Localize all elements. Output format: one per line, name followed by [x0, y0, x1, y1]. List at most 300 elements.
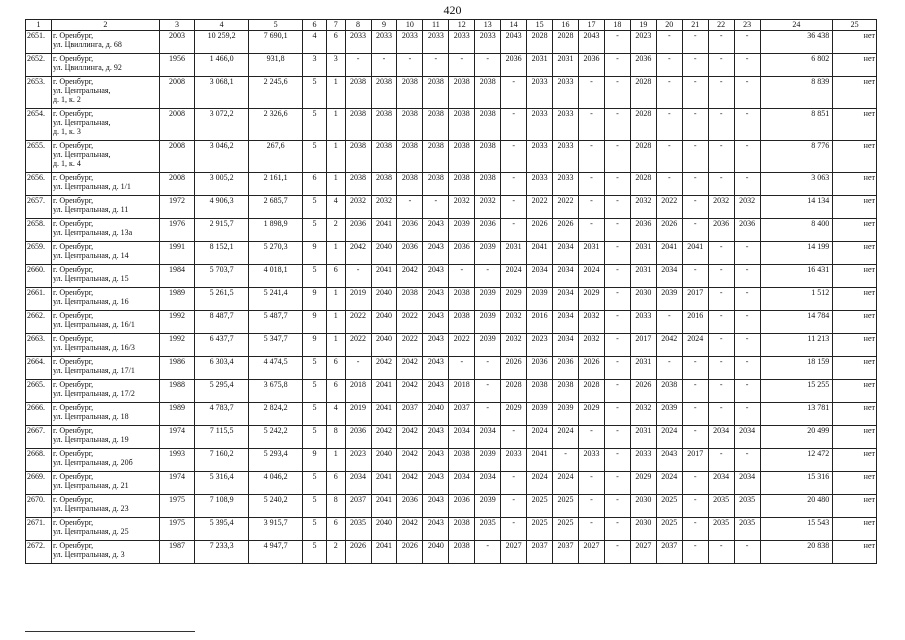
cell-col-5: 2 685,7: [249, 196, 303, 219]
cell-col-23: -: [734, 334, 760, 357]
cell-col-16: 2024: [553, 426, 579, 449]
cell-col-3: 2008: [159, 109, 194, 141]
cell-col-11: 2043: [423, 495, 449, 518]
cell-col-16: 2025: [553, 495, 579, 518]
cell-col-7: 6: [326, 265, 345, 288]
cell-col-15: 2037: [527, 541, 553, 564]
cell-col-24: 18 159: [760, 357, 833, 380]
cell-col-13: 2035: [475, 518, 501, 541]
cell-col-15: 2041: [527, 242, 553, 265]
cell-col-17: -: [579, 495, 605, 518]
row-number: 2665.: [26, 380, 52, 403]
cell-col-13: 2036: [475, 219, 501, 242]
cell-col-23: -: [734, 311, 760, 334]
cell-col-6: 5: [303, 380, 327, 403]
cell-col-20: 2037: [656, 541, 682, 564]
cell-col-21: 2024: [682, 334, 708, 357]
cell-col-17: 2029: [579, 403, 605, 426]
cell-col-6: 5: [303, 265, 327, 288]
cell-col-3: 1988: [159, 380, 194, 403]
cell-col-11: 2038: [423, 77, 449, 109]
cell-col-11: 2043: [423, 449, 449, 472]
cell-col-16: 2034: [553, 242, 579, 265]
cell-col-22: -: [708, 288, 734, 311]
cell-col-22: 2036: [708, 219, 734, 242]
cell-col-18: -: [604, 141, 630, 173]
cell-col-8: 2038: [345, 109, 371, 141]
cell-col-22: -: [708, 334, 734, 357]
cell-col-4: 6 303,4: [195, 357, 249, 380]
cell-col-23: -: [734, 54, 760, 77]
cell-col-8: 2035: [345, 518, 371, 541]
cell-col-5: 1 898,9: [249, 219, 303, 242]
table-row: [26, 54, 877, 77]
row-number: 2655.: [26, 141, 52, 173]
cell-col-3: 1989: [159, 403, 194, 426]
column-number: 3: [159, 20, 194, 31]
address-cell: [51, 449, 159, 472]
cell-col-8: 2034: [345, 472, 371, 495]
address-cell: [51, 31, 159, 54]
cell-col-15: 2033: [527, 173, 553, 196]
cell-col-14: 2031: [501, 242, 527, 265]
cell-col-21: -: [682, 31, 708, 54]
cell-col-14: 2029: [501, 288, 527, 311]
address-line: г. Оренбург,: [52, 109, 94, 118]
cell-col-24: 14 784: [760, 311, 833, 334]
address-line: г. Оренбург,: [52, 173, 94, 182]
cell-col-15: 2023: [527, 334, 553, 357]
address-line: г. Оренбург,: [52, 242, 94, 251]
cell-col-12: 2034: [449, 426, 475, 449]
cell-col-3: 1992: [159, 311, 194, 334]
cell-col-19: 2029: [630, 472, 656, 495]
address-line: ул. Цвиллинга, д. 68: [52, 40, 122, 49]
cell-col-8: 2033: [345, 31, 371, 54]
cell-col-14: -: [501, 109, 527, 141]
cell-col-13: 2039: [475, 288, 501, 311]
cell-col-9: 2040: [371, 334, 397, 357]
row-number: 2672.: [26, 541, 52, 564]
cell-col-16: 2034: [553, 265, 579, 288]
cell-col-4: 5 261,5: [195, 288, 249, 311]
cell-col-10: -: [397, 54, 423, 77]
cell-col-9: -: [371, 54, 397, 77]
cell-col-11: 2043: [423, 242, 449, 265]
cell-col-14: 2032: [501, 334, 527, 357]
cell-col-20: 2022: [656, 196, 682, 219]
cell-col-7: 1: [326, 288, 345, 311]
cell-col-13: 2033: [475, 31, 501, 54]
address-line: г. Оренбург,: [52, 265, 94, 274]
cell-col-17: 2026: [579, 357, 605, 380]
cell-col-4: 5 395,4: [195, 518, 249, 541]
cell-col-20: 2038: [656, 380, 682, 403]
cell-col-25: нет: [833, 472, 877, 495]
column-number: 20: [656, 20, 682, 31]
cell-col-19: 2036: [630, 219, 656, 242]
cell-col-5: 5 241,4: [249, 288, 303, 311]
cell-col-23: 2035: [734, 518, 760, 541]
cell-col-18: -: [604, 380, 630, 403]
cell-col-12: -: [449, 54, 475, 77]
cell-col-24: 15 316: [760, 472, 833, 495]
cell-col-12: 2036: [449, 242, 475, 265]
cell-col-16: 2022: [553, 196, 579, 219]
address-line: ул. Центральная, д. 18: [52, 412, 129, 421]
cell-col-21: -: [682, 357, 708, 380]
cell-col-21: -: [682, 141, 708, 173]
cell-col-22: -: [708, 242, 734, 265]
cell-col-25: нет: [833, 31, 877, 54]
cell-col-4: 8 487,7: [195, 311, 249, 334]
cell-col-3: 2008: [159, 141, 194, 173]
table-row: [26, 380, 877, 403]
column-number: 1: [26, 20, 52, 31]
cell-col-11: -: [423, 54, 449, 77]
cell-col-5: 4 474,5: [249, 357, 303, 380]
cell-col-7: 1: [326, 109, 345, 141]
row-number: 2661.: [26, 288, 52, 311]
cell-col-25: нет: [833, 541, 877, 564]
row-number: 2666.: [26, 403, 52, 426]
cell-col-5: 4 046,2: [249, 472, 303, 495]
address-line: г. Оренбург,: [52, 472, 94, 481]
column-number: 4: [195, 20, 249, 31]
cell-col-21: -: [682, 426, 708, 449]
cell-col-4: 7 160,2: [195, 449, 249, 472]
cell-col-21: 2017: [682, 449, 708, 472]
cell-col-11: -: [423, 196, 449, 219]
cell-col-15: 2031: [527, 54, 553, 77]
cell-col-23: -: [734, 77, 760, 109]
cell-col-25: нет: [833, 334, 877, 357]
address-line: г. Оренбург,: [52, 449, 94, 458]
cell-col-8: 2018: [345, 380, 371, 403]
cell-col-15: 2034: [527, 265, 553, 288]
cell-col-13: 2038: [475, 173, 501, 196]
row-number: 2667.: [26, 426, 52, 449]
cell-col-14: -: [501, 77, 527, 109]
cell-col-7: 6: [326, 380, 345, 403]
table-row: [26, 495, 877, 518]
cell-col-11: 2043: [423, 288, 449, 311]
cell-col-14: 2043: [501, 31, 527, 54]
cell-col-21: -: [682, 219, 708, 242]
cell-col-24: 36 438: [760, 31, 833, 54]
cell-col-9: 2042: [371, 426, 397, 449]
cell-col-5: 5 347,7: [249, 334, 303, 357]
cell-col-25: нет: [833, 196, 877, 219]
cell-col-24: 15 543: [760, 518, 833, 541]
cell-col-20: -: [656, 357, 682, 380]
cell-col-24: 8 400: [760, 219, 833, 242]
cell-col-15: 2039: [527, 403, 553, 426]
cell-col-7: 1: [326, 242, 345, 265]
cell-col-23: -: [734, 403, 760, 426]
cell-col-3: 2003: [159, 31, 194, 54]
column-number: 14: [501, 20, 527, 31]
cell-col-8: -: [345, 54, 371, 77]
row-number: 2662.: [26, 311, 52, 334]
cell-col-12: 2038: [449, 541, 475, 564]
row-number: 2670.: [26, 495, 52, 518]
cell-col-7: 2: [326, 541, 345, 564]
cell-col-7: 8: [326, 426, 345, 449]
cell-col-3: 1974: [159, 426, 194, 449]
address-line: г. Оренбург,: [52, 518, 94, 527]
cell-col-10: 2042: [397, 357, 423, 380]
cell-col-6: 9: [303, 288, 327, 311]
cell-col-16: 2033: [553, 141, 579, 173]
column-number: 5: [249, 20, 303, 31]
cell-col-5: 5 240,2: [249, 495, 303, 518]
cell-col-11: 2038: [423, 109, 449, 141]
cell-col-4: 5 703,7: [195, 265, 249, 288]
cell-col-13: 2039: [475, 495, 501, 518]
cell-col-10: 2038: [397, 141, 423, 173]
cell-col-8: 2038: [345, 173, 371, 196]
cell-col-23: 2036: [734, 219, 760, 242]
cell-col-3: 1956: [159, 54, 194, 77]
cell-col-4: 7 108,9: [195, 495, 249, 518]
cell-col-24: 3 063: [760, 173, 833, 196]
cell-col-12: 2038: [449, 449, 475, 472]
cell-col-18: -: [604, 109, 630, 141]
cell-col-14: -: [501, 196, 527, 219]
cell-col-19: 2028: [630, 173, 656, 196]
cell-col-10: 2037: [397, 403, 423, 426]
cell-col-9: 2041: [371, 380, 397, 403]
cell-col-8: 2022: [345, 334, 371, 357]
table-row: [26, 265, 877, 288]
cell-col-23: -: [734, 357, 760, 380]
cell-col-6: 5: [303, 219, 327, 242]
cell-col-23: -: [734, 288, 760, 311]
cell-col-20: 2025: [656, 518, 682, 541]
table-row: [26, 196, 877, 219]
cell-col-22: 2035: [708, 495, 734, 518]
cell-col-23: 2032: [734, 196, 760, 219]
cell-col-4: 7 115,5: [195, 426, 249, 449]
cell-col-16: 2039: [553, 403, 579, 426]
cell-col-10: -: [397, 196, 423, 219]
cell-col-19: 2031: [630, 357, 656, 380]
cell-col-25: нет: [833, 219, 877, 242]
address-line: ул. Центральная, д. 3: [52, 550, 125, 559]
cell-col-17: -: [579, 173, 605, 196]
cell-col-10: 2042: [397, 426, 423, 449]
cell-col-24: 11 213: [760, 334, 833, 357]
address-cell: [51, 288, 159, 311]
cell-col-3: 1975: [159, 518, 194, 541]
cell-col-12: 2037: [449, 403, 475, 426]
cell-col-20: -: [656, 77, 682, 109]
table-row: [26, 219, 877, 242]
cell-col-7: 1: [326, 334, 345, 357]
cell-col-6: 9: [303, 449, 327, 472]
cell-col-21: -: [682, 173, 708, 196]
cell-col-3: 1989: [159, 288, 194, 311]
cell-col-4: 4 783,7: [195, 403, 249, 426]
cell-col-14: -: [501, 173, 527, 196]
cell-col-6: 9: [303, 242, 327, 265]
cell-col-4: 8 152,1: [195, 242, 249, 265]
address-line: ул. Центральная, д. 16: [52, 297, 129, 306]
cell-col-3: 1987: [159, 541, 194, 564]
cell-col-15: 2036: [527, 357, 553, 380]
cell-col-25: нет: [833, 403, 877, 426]
cell-col-21: -: [682, 541, 708, 564]
cell-col-13: 2038: [475, 77, 501, 109]
address-line: ул. Центральная, д. 16/3: [52, 343, 135, 352]
cell-col-18: -: [604, 334, 630, 357]
address-cell: [51, 311, 159, 334]
cell-col-7: 4: [326, 403, 345, 426]
cell-col-18: -: [604, 472, 630, 495]
address-line: г. Оренбург,: [52, 311, 94, 320]
cell-col-10: 2036: [397, 242, 423, 265]
cell-col-23: -: [734, 541, 760, 564]
column-number: 23: [734, 20, 760, 31]
cell-col-10: 2042: [397, 380, 423, 403]
cell-col-15: 2022: [527, 196, 553, 219]
cell-col-24: 12 472: [760, 449, 833, 472]
cell-col-25: нет: [833, 380, 877, 403]
cell-col-14: 2027: [501, 541, 527, 564]
cell-col-5: 3 675,8: [249, 380, 303, 403]
cell-col-20: 2039: [656, 403, 682, 426]
cell-col-10: 2042: [397, 472, 423, 495]
cell-col-13: -: [475, 265, 501, 288]
cell-col-11: 2033: [423, 31, 449, 54]
row-number: 2669.: [26, 472, 52, 495]
cell-col-5: 7 690,1: [249, 31, 303, 54]
column-number: 12: [449, 20, 475, 31]
cell-col-17: 2024: [579, 265, 605, 288]
address-cell: [51, 472, 159, 495]
table-row: [26, 141, 877, 173]
address-line: д. 1, к. 3: [52, 127, 81, 136]
cell-col-24: 20 838: [760, 541, 833, 564]
cell-col-14: -: [501, 518, 527, 541]
cell-col-18: -: [604, 426, 630, 449]
table-row: [26, 288, 877, 311]
cell-col-21: 2017: [682, 288, 708, 311]
cell-col-16: 2028: [553, 31, 579, 54]
column-number: 15: [527, 20, 553, 31]
cell-col-22: -: [708, 541, 734, 564]
column-number: 7: [326, 20, 345, 31]
cell-col-25: нет: [833, 518, 877, 541]
footnote-rule: [25, 631, 195, 632]
cell-col-18: -: [604, 541, 630, 564]
cell-col-16: 2024: [553, 472, 579, 495]
cell-col-15: 2033: [527, 141, 553, 173]
cell-col-9: 2040: [371, 242, 397, 265]
cell-col-9: 2042: [371, 357, 397, 380]
cell-col-24: 8 851: [760, 109, 833, 141]
cell-col-3: 1975: [159, 495, 194, 518]
table-row: [26, 449, 877, 472]
cell-col-5: 4 947,7: [249, 541, 303, 564]
cell-col-15: 2033: [527, 77, 553, 109]
cell-col-4: 10 259,2: [195, 31, 249, 54]
cell-col-12: 2039: [449, 219, 475, 242]
cell-col-4: 5 295,4: [195, 380, 249, 403]
cell-col-13: 2038: [475, 141, 501, 173]
cell-col-12: 2036: [449, 495, 475, 518]
cell-col-17: 2032: [579, 334, 605, 357]
cell-col-12: 2038: [449, 288, 475, 311]
cell-col-9: 2040: [371, 311, 397, 334]
cell-col-8: 2019: [345, 288, 371, 311]
cell-col-16: 2033: [553, 77, 579, 109]
cell-col-17: 2029: [579, 288, 605, 311]
cell-col-5: 5 293,4: [249, 449, 303, 472]
cell-col-17: 2033: [579, 449, 605, 472]
cell-col-4: 7 233,3: [195, 541, 249, 564]
cell-col-19: 2023: [630, 31, 656, 54]
column-number: 10: [397, 20, 423, 31]
cell-col-9: 2040: [371, 518, 397, 541]
cell-col-12: 2018: [449, 380, 475, 403]
cell-col-15: 2041: [527, 449, 553, 472]
cell-col-18: -: [604, 357, 630, 380]
cell-col-22: -: [708, 54, 734, 77]
cell-col-19: 2036: [630, 54, 656, 77]
cell-col-8: -: [345, 265, 371, 288]
cell-col-14: 2033: [501, 449, 527, 472]
cell-col-24: 8 839: [760, 77, 833, 109]
address-cell: [51, 518, 159, 541]
address-line: д. 1, к. 4: [52, 159, 81, 168]
cell-col-4: 4 906,3: [195, 196, 249, 219]
cell-col-15: 2024: [527, 426, 553, 449]
cell-col-16: 2026: [553, 219, 579, 242]
cell-col-18: -: [604, 265, 630, 288]
cell-col-23: -: [734, 380, 760, 403]
cell-col-23: -: [734, 173, 760, 196]
cell-col-22: -: [708, 403, 734, 426]
cell-col-14: 2036: [501, 54, 527, 77]
cell-col-3: 1991: [159, 242, 194, 265]
cell-col-7: 3: [326, 54, 345, 77]
cell-col-11: 2043: [423, 311, 449, 334]
address-cell: [51, 265, 159, 288]
address-line: ул. Центральная, д. 16/1: [52, 320, 135, 329]
column-number-row: [26, 20, 877, 31]
cell-col-17: -: [579, 472, 605, 495]
cell-col-17: 2036: [579, 54, 605, 77]
cell-col-5: 5 270,3: [249, 242, 303, 265]
cell-col-11: 2043: [423, 472, 449, 495]
cell-col-10: 2042: [397, 449, 423, 472]
cell-col-13: 2039: [475, 242, 501, 265]
cell-col-12: 2022: [449, 334, 475, 357]
address-line: ул. Центральная,: [52, 118, 111, 127]
address-line: ул. Центральная, д. 14: [52, 251, 129, 260]
cell-col-8: 2038: [345, 141, 371, 173]
cell-col-22: 2034: [708, 426, 734, 449]
address-line: ул. Центральная, д. 13а: [52, 228, 133, 237]
cell-col-17: -: [579, 141, 605, 173]
address-line: г. Оренбург,: [52, 380, 94, 389]
cell-col-20: 2024: [656, 426, 682, 449]
cell-col-22: 2035: [708, 518, 734, 541]
table-row: [26, 357, 877, 380]
cell-col-17: 2028: [579, 380, 605, 403]
